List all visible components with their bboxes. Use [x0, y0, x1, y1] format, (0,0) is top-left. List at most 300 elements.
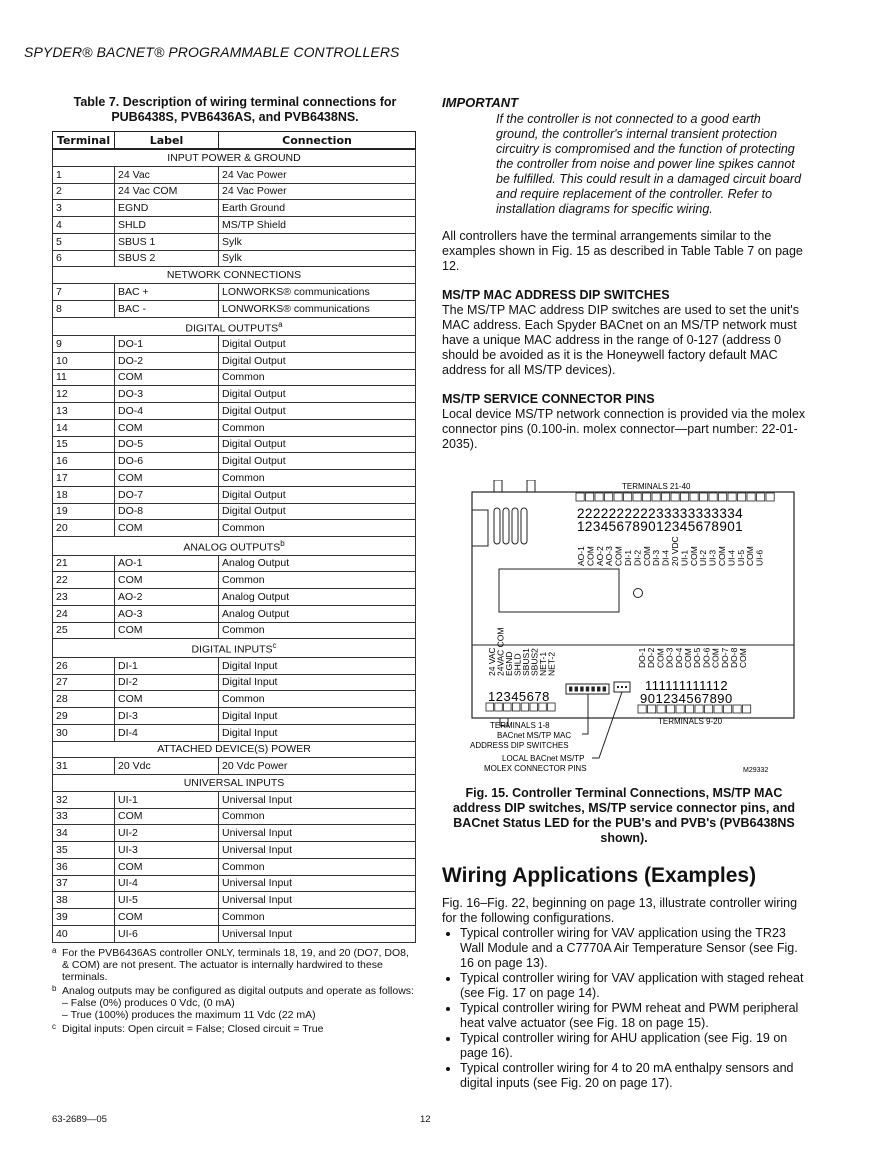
connection-cell: Digital Input [219, 708, 416, 725]
terminal-label: COM [641, 546, 652, 566]
connection-cell: Digital Output [219, 386, 416, 403]
connection-cell: LONWORKS® communications [219, 300, 416, 317]
terminal-box [728, 493, 736, 501]
connection-cell: LONWORKS® communications [219, 284, 416, 301]
label-cell: DO-3 [115, 386, 219, 403]
terminal-box [586, 493, 594, 501]
footnote-text: Digital inputs: Open circuit = False; Closed circuit = True [62, 1022, 324, 1035]
wiring-heading: Wiring Applications (Examples) [442, 864, 757, 887]
connection-cell: Digital Input [219, 674, 416, 691]
important-heading: IMPORTANT [442, 95, 519, 110]
right-terminal-blocks [638, 705, 751, 713]
connection-cell: Digital Output [219, 503, 416, 520]
label-cell: UI-6 [115, 925, 219, 942]
top-digits: 222222222233333333334 [577, 506, 744, 521]
terminal-cell: 38 [53, 892, 115, 909]
terminal-label: DO-4 [673, 647, 684, 668]
terminal-cell: 36 [53, 858, 115, 875]
terminal-cell: 14 [53, 419, 115, 436]
table-row [53, 436, 416, 453]
side-vent [472, 510, 488, 546]
label-cell: COM [115, 520, 219, 537]
terminal-label: DO-5 [692, 647, 703, 668]
connection-cell: Earth Ground [219, 200, 416, 217]
terminal-label: 24VAC COM [495, 627, 506, 676]
connection-cell: Sylk [219, 250, 416, 267]
connection-cell: Common [219, 691, 416, 708]
intro-paragraph: All controllers have the terminal arrangements similar to the examples shown in Fig. 15 as described in Table Table 7 on page 12. [442, 229, 803, 273]
terminal-cell: 8 [53, 300, 115, 317]
terminal-box [504, 703, 512, 711]
table-row [53, 386, 416, 403]
column-header: Terminal [53, 132, 115, 150]
dip-callout-label: ADDRESS DIP SWITCHES [470, 741, 569, 750]
terminal-box [705, 705, 713, 713]
terminal-cell: 26 [53, 657, 115, 674]
terminal-box [624, 493, 632, 501]
right-terminal-labels [637, 647, 748, 668]
label-cell: BAC + [115, 284, 219, 301]
terminal-box [700, 493, 708, 501]
section-heading: MS/TP SERVICE CONNECTOR PINS [442, 392, 655, 406]
dip-switch [591, 687, 594, 692]
left-column [52, 95, 418, 1037]
connection-cell: Common [219, 419, 416, 436]
table-header-row [53, 132, 416, 150]
connection-cell: Common [219, 808, 416, 825]
terminal-cell: 39 [53, 909, 115, 926]
terminal-label: DO-7 [719, 647, 730, 668]
terminal-cell: 34 [53, 825, 115, 842]
footnote-mark: b [280, 539, 285, 548]
terminal-box [676, 705, 684, 713]
section-title: ATTACHED DEVICE(S) POWER [157, 743, 311, 756]
label-cell: DI-3 [115, 708, 219, 725]
left-terminal-blocks [486, 703, 555, 711]
label-cell: AO-1 [115, 555, 219, 572]
table-row [53, 369, 416, 386]
section-title: DIGITAL OUTPUTS [185, 322, 279, 334]
figure-caption: Fig. 15. Controller Terminal Connections, MS/TP MAC address DIP switches, MS/TP service connector pins, and BACnet Status LED for the PUB's and PVB's (PVB6438NS shown). [452, 786, 796, 845]
terminal-label: UI-1 [679, 549, 690, 566]
table-row [53, 555, 416, 572]
table-row [53, 842, 416, 859]
footnote-mark: c [52, 1021, 56, 1031]
label-cell: COM [115, 691, 219, 708]
terminal-box [695, 705, 703, 713]
terminal-label: COM [710, 648, 721, 668]
label-cell: UI-5 [115, 892, 219, 909]
terminal-box [548, 703, 556, 711]
terminals-top-label: TERMINALS 21-40 [622, 482, 691, 491]
label-cell: 24 Vac COM [115, 183, 219, 200]
connection-cell: Universal Input [219, 842, 416, 859]
terminal-cell: 6 [53, 250, 115, 267]
terminal-box [662, 493, 670, 501]
terminal-label: DI-4 [660, 549, 671, 566]
table-section-row [53, 741, 416, 758]
label-cell: COM [115, 419, 219, 436]
terminal-label: COM [655, 648, 666, 668]
dip-callout-label: BACnet MS/TP MAC [497, 731, 572, 740]
label-cell: DO-2 [115, 352, 219, 369]
section-title: NETWORK CONNECTIONS [166, 269, 302, 282]
terminal-box [719, 493, 727, 501]
table-row [53, 200, 416, 217]
table-row [53, 605, 416, 622]
terminal-box [486, 703, 494, 711]
footnote [52, 947, 418, 983]
table-row [53, 791, 416, 808]
terminal-cell: 24 [53, 605, 115, 622]
label-cell: COM [115, 369, 219, 386]
table-row [53, 183, 416, 200]
footnote [52, 985, 418, 1021]
terminal-label: COM [585, 546, 596, 566]
connection-cell: Digital Output [219, 403, 416, 420]
footnote-mark: a [278, 319, 283, 329]
label-cell: COM [115, 858, 219, 875]
terminal-box [733, 705, 741, 713]
connection-cell: 24 Vac Power [219, 183, 416, 200]
terminal-box [724, 705, 732, 713]
table-row [53, 858, 416, 875]
terminal-cell: 27 [53, 674, 115, 691]
table-row [53, 520, 416, 537]
section-label [53, 775, 416, 792]
label-cell: EGND [115, 200, 219, 217]
section-label [53, 639, 416, 658]
terminal-cell: 16 [53, 453, 115, 470]
connection-cell: Digital Output [219, 352, 416, 369]
terminal-box [521, 703, 529, 711]
terminal-box [671, 493, 679, 501]
terminal-cell: 15 [53, 436, 115, 453]
table-row [53, 875, 416, 892]
figure-id: M29332 [743, 767, 769, 774]
connection-cell: Digital Output [219, 436, 416, 453]
table-section-row [53, 775, 416, 792]
dip-switch [603, 687, 606, 692]
label-cell: COM [115, 470, 219, 487]
connection-cell: 24 Vac Power [219, 166, 416, 183]
mounting-peg [494, 480, 502, 492]
table-row [53, 453, 416, 470]
connection-cell: Common [219, 572, 416, 589]
status-led [634, 589, 643, 598]
list-item: • Typical controller wiring for AHU application (see Fig. 19 on page 16). [460, 1031, 806, 1061]
terminal-label: UI-4 [726, 549, 737, 566]
table-title: Table 7. Description of wiring terminal connections for PUB6438S, PVB6436AS, and PVB6438NS. [73, 95, 397, 124]
molex-leader [592, 692, 622, 758]
terminal-cell: 11 [53, 369, 115, 386]
list-item: • Typical controller wiring for PWM reheat and PWM peripheral heat valve actuator (see Fig. 18 on page 15). [460, 1001, 806, 1031]
section-body: Local device MS/TP network connection is provided via the molex connector pins (0.100-in. molex connector—part number: 22-01-2035). [442, 407, 806, 451]
terminal-label: SBUS2 [529, 648, 540, 676]
table-section-row [53, 639, 416, 658]
terminal-cell: 5 [53, 233, 115, 250]
label-cell: BAC - [115, 300, 219, 317]
wiring-terminal-table [52, 131, 416, 943]
terminal-box [652, 493, 660, 501]
terminal-label: UI-3 [707, 549, 718, 566]
terminal-cell: 18 [53, 486, 115, 503]
terminal-label: AO-3 [604, 546, 615, 566]
running-header: SPYDER® BACNET® PROGRAMMABLE CONTROLLERS [24, 44, 400, 60]
important-body: If the controller is not connected to a good earth ground, the controller's internal transient protection circuitry is compromised and the function of protecting the controller from noise and power line spikes cannot be fulfilled. This could result in a damaged circuit board and require replacement of the controller. Refer to installation diagrams for specific wiring. [496, 112, 802, 216]
connection-cell: Digital Input [219, 657, 416, 674]
terminal-box [738, 493, 746, 501]
terminal-cell: 3 [53, 200, 115, 217]
table-row [53, 808, 416, 825]
footnote-mark: b [52, 983, 57, 993]
label-cell: UI-3 [115, 842, 219, 859]
section-title: UNIVERSAL INPUTS [183, 776, 285, 789]
vent-slots [494, 508, 527, 544]
table-row [53, 657, 416, 674]
connection-cell: Universal Input [219, 875, 416, 892]
dip-switch [575, 687, 578, 692]
label-cell: DO-1 [115, 336, 219, 353]
terminal-cell: 21 [53, 555, 115, 572]
terminal-cell: 31 [53, 758, 115, 775]
terminal-box [643, 493, 651, 501]
footnote-mark: a [52, 945, 57, 955]
terminal-box [709, 493, 717, 501]
terminal-cell: 37 [53, 875, 115, 892]
table-section-row [53, 537, 416, 556]
terminal-label: DO-6 [701, 647, 712, 668]
top-terminal-labels [576, 536, 765, 566]
terminal-box [576, 493, 584, 501]
dip-switch [569, 687, 572, 692]
terminal-box [633, 493, 641, 501]
footnote-mark: c [272, 641, 277, 651]
terminal-label: COM [717, 546, 727, 566]
section-label [53, 537, 416, 556]
terminal-cell: 9 [53, 336, 115, 353]
footnote [52, 1023, 418, 1035]
label-cell: DI-1 [115, 657, 219, 674]
mounting-peg [527, 480, 535, 492]
table-row [53, 589, 416, 606]
table-section-row [53, 149, 416, 166]
right-digits: 901234567890 [640, 691, 733, 706]
label-cell: COM [115, 622, 219, 639]
table-row [53, 622, 416, 639]
terminal-cell: 29 [53, 708, 115, 725]
terminal-label: SHLD [512, 653, 523, 676]
section-label [53, 267, 416, 284]
dip-switch [586, 687, 589, 692]
terminal-box [595, 493, 603, 501]
terminal-cell: 35 [53, 842, 115, 859]
terminal-cell: 30 [53, 724, 115, 741]
connection-cell: Common [219, 858, 416, 875]
terminal-cell: 1 [53, 166, 115, 183]
display-window [499, 569, 619, 612]
table-footnotes [52, 947, 418, 1035]
wiring-intro: Fig. 16–Fig. 22, beginning on page 13, illustrate controller wiring for the following configurations. [442, 896, 798, 925]
list-item: • Typical controller wiring for VAV application using the TR23 Wall Module and a C7770A Air Temperature Sensor (see Fig. 16 on page 13). [460, 926, 806, 971]
table-row [53, 503, 416, 520]
label-cell: SBUS 1 [115, 233, 219, 250]
connection-cell: Common [219, 470, 416, 487]
molex-pins [617, 686, 627, 688]
table-row [53, 486, 416, 503]
terminal-cell: 23 [53, 589, 115, 606]
section-title: ANALOG OUTPUTS [183, 541, 281, 554]
molex-callout-label: MOLEX CONNECTOR PINS [484, 764, 587, 773]
terminal-label: 24 VAC [487, 647, 497, 676]
label-cell: DO-6 [115, 453, 219, 470]
connection-cell: 20 Vdc Power [219, 758, 416, 775]
terminal-box [512, 703, 520, 711]
controller-diagram [442, 480, 806, 780]
connection-cell: Common [219, 369, 416, 386]
terminal-cell: 7 [53, 284, 115, 301]
connection-cell: Digital Output [219, 453, 416, 470]
footnote-line: – True (100%) produces the maximum 11 Vdc (22 mA) [62, 1008, 316, 1021]
list-item: • Typical controller wiring for 4 to 20 mA enthalpy sensors and digital inputs (see Fig. 20 on page 17). [460, 1061, 806, 1091]
connection-cell: Common [219, 909, 416, 926]
terminal-label: DI-2 [632, 549, 643, 566]
label-cell: COM [115, 808, 219, 825]
label-cell: COM [115, 909, 219, 926]
connection-cell: Universal Input [219, 925, 416, 942]
table-row [53, 758, 416, 775]
label-cell: AO-3 [115, 605, 219, 622]
left-terminal-labels [487, 628, 557, 677]
table-row [53, 572, 416, 589]
connection-cell: Analog Output [219, 589, 416, 606]
terminal-cell: 33 [53, 808, 115, 825]
terminal-cell: 22 [53, 572, 115, 589]
table-row [53, 925, 416, 942]
terminal-label: DO-8 [729, 647, 739, 668]
label-cell: UI-4 [115, 875, 219, 892]
section-title: INPUT POWER & GROUND [167, 151, 301, 164]
terminal-label: COM [613, 546, 624, 566]
list-item: • Typical controller wiring for VAV application with staged reheat (see Fig. 17 on page 14). [460, 971, 806, 1001]
dip-switch [580, 687, 583, 692]
terminal-label: SBUS1 [521, 648, 531, 676]
table-row [53, 403, 416, 420]
terminal-box [539, 703, 547, 711]
table-row [53, 352, 416, 369]
column-header: Label [115, 132, 219, 150]
terminal-label: 20 VDC [670, 536, 680, 566]
terminal-cell: 25 [53, 622, 115, 639]
molex-callout-label: LOCAL BACnet MS/TP [502, 754, 585, 763]
top-terminal-blocks [576, 493, 774, 501]
label-cell: DI-4 [115, 724, 219, 741]
section-label [53, 317, 416, 336]
top-digits: 123456789012345678901 [577, 519, 744, 534]
terminal-box [690, 493, 698, 501]
terminal-label: DO-3 [664, 647, 675, 668]
terminal-cell: 19 [53, 503, 115, 520]
terminal-cell: 12 [53, 386, 115, 403]
dip-switches [569, 687, 606, 692]
connection-cell: Sylk [219, 233, 416, 250]
terminal-cell: 13 [53, 403, 115, 420]
terminal-box [648, 705, 656, 713]
terminal-box [766, 493, 774, 501]
label-cell: 24 Vac [115, 166, 219, 183]
connection-cell: MS/TP Shield [219, 217, 416, 234]
connection-cell: Digital Input [219, 724, 416, 741]
table-row [53, 825, 416, 842]
terminal-box [743, 705, 751, 713]
connection-cell: Common [219, 520, 416, 537]
table-row [53, 909, 416, 926]
terminal-cell: 17 [53, 470, 115, 487]
section-title: DIGITAL INPUTS [191, 643, 273, 656]
terminal-label: DI-1 [623, 549, 633, 566]
terminal-box [530, 703, 538, 711]
terminal-label: UI-6 [754, 549, 765, 566]
table-row [53, 233, 416, 250]
label-cell: SHLD [115, 217, 219, 234]
dip-leader [582, 694, 588, 734]
connection-cell: Universal Input [219, 791, 416, 808]
table-row [53, 300, 416, 317]
table-row [53, 217, 416, 234]
section-label [53, 149, 416, 166]
terminal-box [714, 705, 722, 713]
terminal-box [495, 703, 503, 711]
terminal-label: AO-1 [576, 546, 586, 566]
terminal-label: DI-3 [651, 549, 662, 566]
label-cell: DO-8 [115, 503, 219, 520]
table-row [53, 892, 416, 909]
table-row [53, 419, 416, 436]
terminal-cell: 2 [53, 183, 115, 200]
footnote-text: Analog outputs may be configured as digital outputs and operate as follows: [62, 984, 414, 997]
terminal-box [605, 493, 613, 501]
label-cell: DO-4 [115, 403, 219, 420]
table-row [53, 470, 416, 487]
controller-terminal-figure [442, 480, 806, 780]
right-digits: 111111111112 [645, 678, 729, 693]
connection-cell: Digital Output [219, 336, 416, 353]
terminal-label: COM [745, 546, 756, 566]
terminal-box [757, 493, 765, 501]
terminal-box [657, 705, 665, 713]
doc-number: 63-2689—05 [52, 1114, 107, 1125]
terminal-label: EGND [504, 651, 514, 676]
label-cell: 20 Vdc [115, 758, 219, 775]
table-row [53, 336, 416, 353]
terminal-label: AO-2 [594, 546, 605, 566]
column-header: Connection [219, 132, 416, 150]
terminal-box [667, 705, 675, 713]
left-digits: 12345678 [488, 689, 550, 704]
connection-cell: Analog Output [219, 555, 416, 572]
terminal-cell: 32 [53, 791, 115, 808]
right-column [442, 95, 806, 1091]
label-cell: SBUS 2 [115, 250, 219, 267]
section-body: The MS/TP MAC address DIP switches are used to set the unit's MAC address. Each Spyder BACnet on an MS/TP network must have a unique MAC address in the range of 0-127 (address 0 should be avoided as it is the Honeywell factory default MAC address for all MS/TP devices). [442, 303, 799, 377]
dip-switch [597, 687, 600, 692]
terminal-label: DO-2 [646, 647, 657, 668]
terminal-label: COM [688, 546, 699, 566]
terminal-label: UI-5 [735, 549, 746, 566]
label-cell: DO-5 [115, 436, 219, 453]
label-cell: UI-1 [115, 791, 219, 808]
wiring-list [442, 926, 806, 1091]
